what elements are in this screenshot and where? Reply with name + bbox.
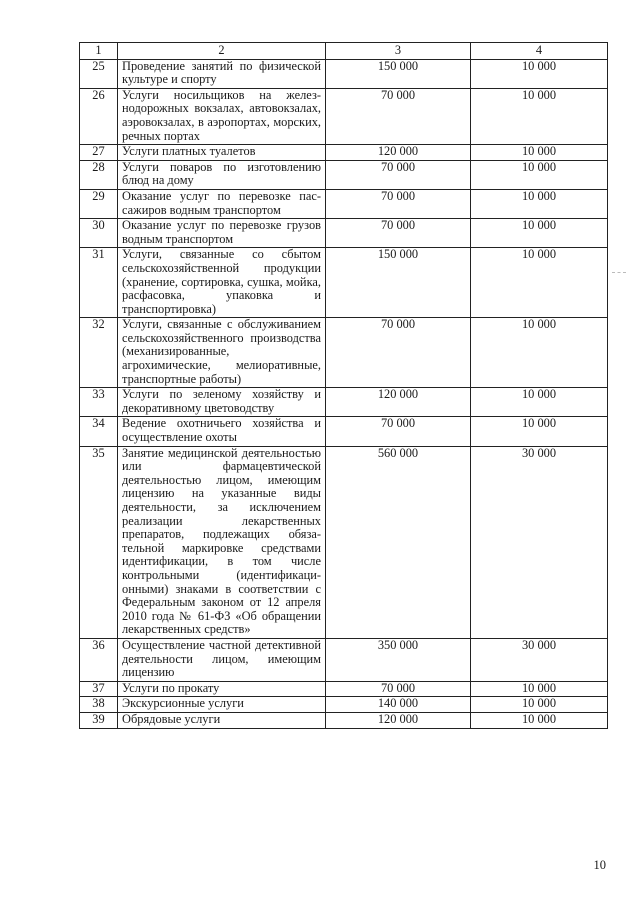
service-name: Ведение охотничьего хозяйства и осуществление охоты	[118, 417, 326, 446]
value-col-3: 560 000	[326, 446, 471, 638]
value-col-4: 10 000	[471, 417, 608, 446]
table-header-row	[80, 43, 608, 60]
row-number: 38	[80, 697, 118, 713]
row-number: 30	[80, 219, 118, 248]
value-col-4: 10 000	[471, 318, 608, 388]
value-col-3: 70 000	[326, 160, 471, 189]
table-row	[80, 248, 608, 318]
row-number: 35	[80, 446, 118, 638]
value-col-4: 10 000	[471, 219, 608, 248]
header-col-3: 3	[326, 43, 471, 60]
value-col-4: 30 000	[471, 638, 608, 681]
table-row	[80, 446, 608, 638]
value-col-4: 30 000	[471, 446, 608, 638]
table-row	[80, 697, 608, 713]
value-col-4: 10 000	[471, 248, 608, 318]
table-row	[80, 388, 608, 417]
value-col-4: 10 000	[471, 388, 608, 417]
header-col-1: 1	[80, 43, 118, 60]
value-col-4: 10 000	[471, 697, 608, 713]
value-col-4: 10 000	[471, 160, 608, 189]
service-name: Проведение занятий по физической культуре и спорту	[118, 59, 326, 88]
value-col-3: 120 000	[326, 712, 471, 728]
value-col-4: 10 000	[471, 59, 608, 88]
value-col-4: 10 000	[471, 681, 608, 697]
row-number: 34	[80, 417, 118, 446]
row-number: 39	[80, 712, 118, 728]
table-row	[80, 160, 608, 189]
row-number: 36	[80, 638, 118, 681]
service-name: Осуществление частной детективной деятельности лицом, имеющим лицензию	[118, 638, 326, 681]
service-name: Экскурсионные услуги	[118, 697, 326, 713]
header-col-2: 2	[118, 43, 326, 60]
table-row	[80, 189, 608, 218]
value-col-3: 70 000	[326, 318, 471, 388]
service-name: Услуги по прокату	[118, 681, 326, 697]
service-name: Услуги носильщиков на железнодорожных вокзалах, автовокзалах, аэровокзалах, в аэропортах, морских, речных портах	[118, 88, 326, 144]
value-col-3: 140 000	[326, 697, 471, 713]
page-number: 10	[593, 858, 606, 872]
value-col-4: 10 000	[471, 189, 608, 218]
value-col-4: 10 000	[471, 712, 608, 728]
header-col-4: 4	[471, 43, 608, 60]
table-row	[80, 681, 608, 697]
table-row	[80, 145, 608, 161]
row-number: 31	[80, 248, 118, 318]
value-col-4: 10 000	[471, 145, 608, 161]
table-row	[80, 88, 608, 144]
service-name: Услуги по зеленому хозяйству и декоративному цветоводству	[118, 388, 326, 417]
service-name: Услуги поваров по изготовлению блюд на дому	[118, 160, 326, 189]
row-number: 28	[80, 160, 118, 189]
service-name: Услуги, связанные с обслуживанием сельскохозяйственного производства (механизированные, агрохимические, мелиоративные, транспортные работы)	[118, 318, 326, 388]
row-number: 32	[80, 318, 118, 388]
table-body	[80, 59, 608, 728]
row-number: 26	[80, 88, 118, 144]
value-col-3: 70 000	[326, 189, 471, 218]
value-col-3: 150 000	[326, 248, 471, 318]
value-col-3: 120 000	[326, 145, 471, 161]
service-name: Услуги платных туалетов	[118, 145, 326, 161]
service-name: Оказание услуг по перевозке грузов водным транспортом	[118, 219, 326, 248]
table-row	[80, 417, 608, 446]
value-col-3: 350 000	[326, 638, 471, 681]
row-number: 29	[80, 189, 118, 218]
service-name: Услуги, связанные со сбытом сельскохозяйственной продукции (хранение, сортировка, сушка, мойка, расфасовка, упаковка и транспортировка)	[118, 248, 326, 318]
value-col-4: 10 000	[471, 88, 608, 144]
row-number: 33	[80, 388, 118, 417]
table-row	[80, 712, 608, 728]
service-name: Обрядовые услуги	[118, 712, 326, 728]
row-number: 25	[80, 59, 118, 88]
value-col-3: 70 000	[326, 417, 471, 446]
value-col-3: 120 000	[326, 388, 471, 417]
value-col-3: 70 000	[326, 219, 471, 248]
table-row	[80, 59, 608, 88]
service-name: Занятие медицинской деятельностью или фармацевтической деятельностью лицом, имеющим лицензию на указанные виды деятельности, за исключением реализации лекарственных препаратов, подлежащих обязательной маркировке средствами идентификации, в том числе контрольными (идентификационными) знаками в соответствии с Федеральным законом от 12 апреля 2010 года № 61-ФЗ «Об обращении лекарственных средств»	[118, 446, 326, 638]
row-number: 37	[80, 681, 118, 697]
table-row	[80, 638, 608, 681]
row-number: 27	[80, 145, 118, 161]
value-col-3: 70 000	[326, 681, 471, 697]
value-col-3: 70 000	[326, 88, 471, 144]
value-col-3: 150 000	[326, 59, 471, 88]
scan-edge-mark	[612, 272, 626, 273]
services-table	[79, 42, 608, 729]
service-name: Оказание услуг по перевозке пассажиров водным транспортом	[118, 189, 326, 218]
table-row	[80, 318, 608, 388]
table-row	[80, 219, 608, 248]
